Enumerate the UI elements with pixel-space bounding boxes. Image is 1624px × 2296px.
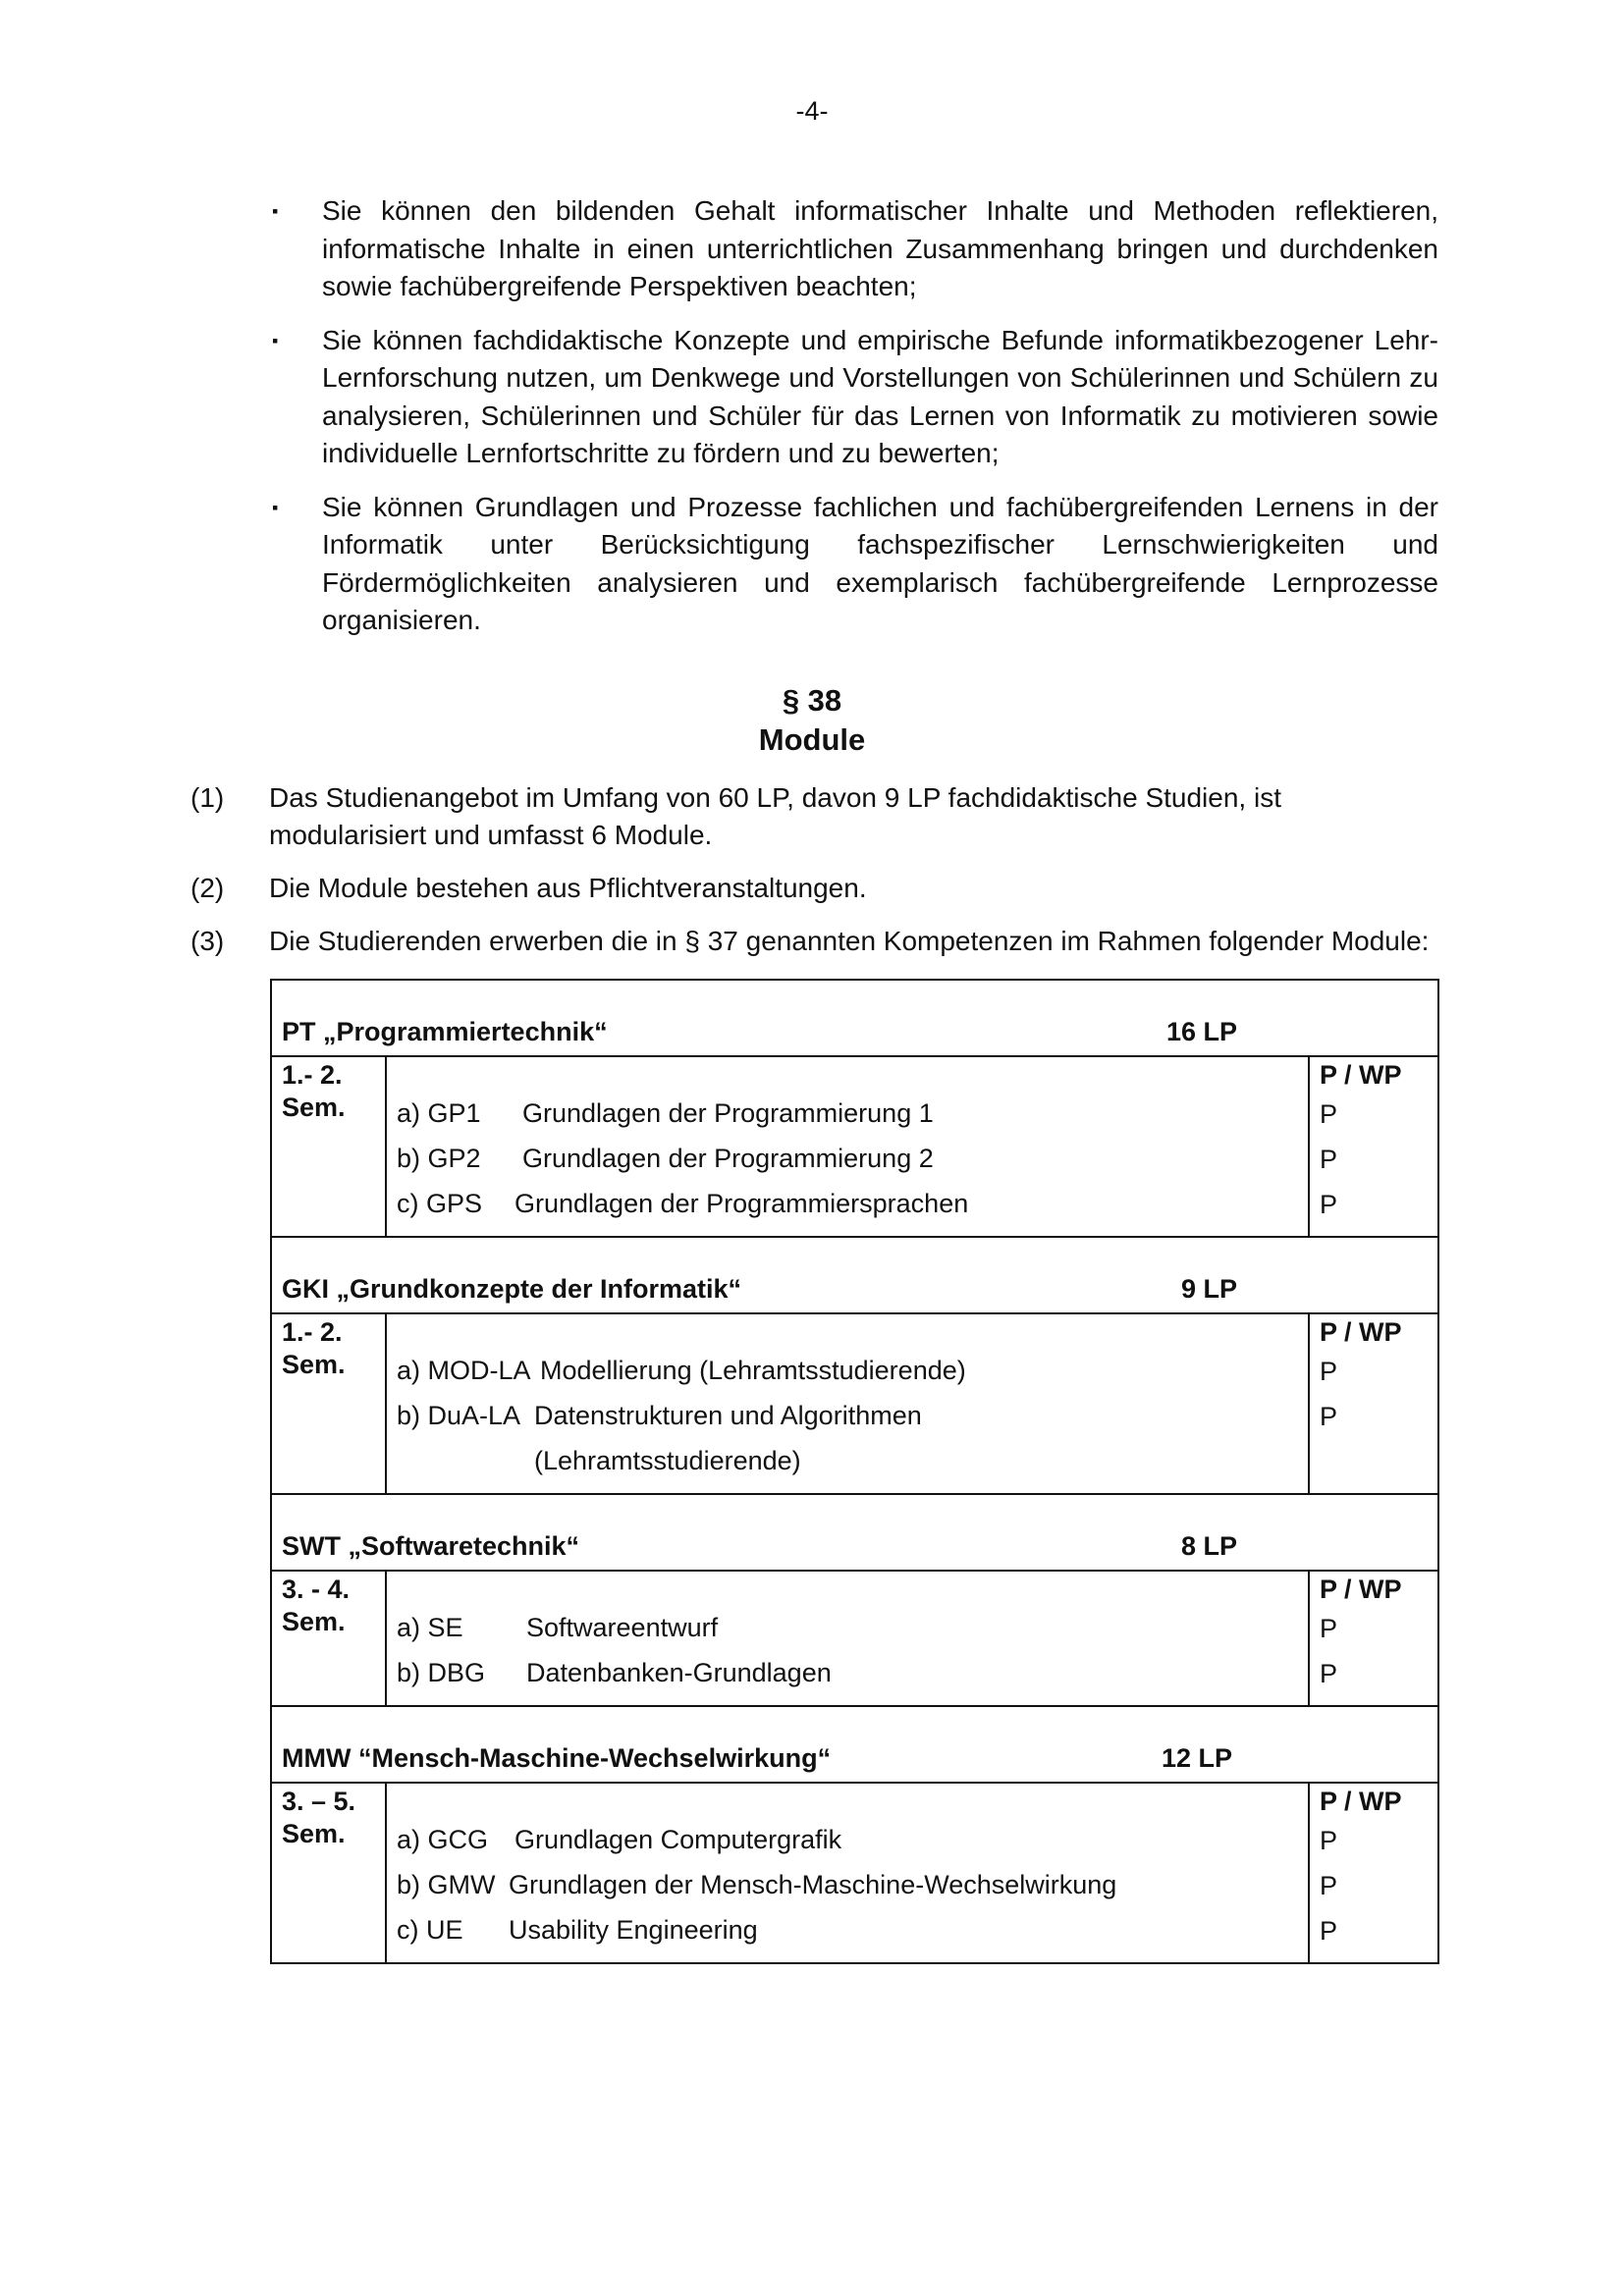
course-title: Usability Engineering <box>509 1915 758 1945</box>
bullet-square-icon: ▪ <box>272 330 279 350</box>
course-code: a) GP1 <box>397 1098 481 1128</box>
semester-label: Sem. <box>282 1819 346 1848</box>
module-name: PT „Programmiertechnik“ <box>282 1017 608 1046</box>
module-name: MMW “Mensch-Maschine-Wechselwirkung“ <box>282 1743 832 1773</box>
pwp-value: P <box>1320 1190 1338 1219</box>
pwp-cell <box>1310 1057 1437 1236</box>
paragraph-text: Die Studierenden erwerben die in § 37 genannten Kompetenzen im Rahmen folgender Module: <box>269 926 1430 956</box>
course-title: Grundlagen der Programmiersprachen <box>514 1189 969 1218</box>
course-code: a) MOD-LA <box>397 1356 531 1385</box>
paragraph-number: (1) <box>190 782 225 813</box>
module-name: GKI „Grundkonzepte der Informatik“ <box>282 1274 742 1304</box>
paragraph <box>190 870 1437 907</box>
course-row <box>387 1907 1308 1952</box>
pwp-value <box>1320 1439 1437 1484</box>
course-code: c) GPS <box>397 1189 483 1218</box>
course-title: Modellierung (Lehramtsstudierende) <box>540 1356 966 1385</box>
course-row <box>387 1136 1308 1181</box>
course-title: Datenbanken-Grundlagen <box>526 1658 832 1687</box>
semester-label: Sem. <box>282 1607 346 1636</box>
competence-bullet-list <box>270 192 1438 656</box>
course-title: Grundlagen der Programmierung 2 <box>522 1144 934 1173</box>
module-credits: 8 LP <box>1181 1531 1238 1561</box>
bullet-text: Sie können fachdidaktische Konzepte und empirische Befunde informatikbezogener Lehr-Lernforschung nutzen, um Denkwege und Vorstellungen von Schülerinnen und Schülern zu analysieren, Schülerinnen und Schüler für das Lernen von Informatik zu motivieren sowie individuelle Lernfortschritte zu fördern und zu bewerten; <box>322 324 1438 468</box>
course-list <box>387 1572 1310 1705</box>
course-code: a) GCG <box>397 1825 489 1854</box>
course-list <box>387 1057 1310 1236</box>
pwp-value: P <box>1320 1099 1338 1129</box>
course-row <box>387 1348 1308 1393</box>
bullet-item <box>270 489 1438 640</box>
section-title: Module <box>758 722 866 757</box>
pwp-value: P <box>1320 1826 1338 1855</box>
course-code: b) DuA-LA <box>397 1401 521 1430</box>
pwp-value: P <box>1320 1357 1338 1386</box>
course-row <box>387 1817 1308 1862</box>
section-paragraphs <box>190 779 1437 976</box>
course-list <box>387 1784 1310 1962</box>
paragraph-number: (3) <box>190 926 225 956</box>
module-body-swt <box>272 1572 1437 1707</box>
course-title: (Lehramtsstudierende) <box>534 1446 801 1475</box>
course-row <box>387 1181 1308 1226</box>
course-row <box>387 1605 1308 1650</box>
course-title: Softwareentwurf <box>526 1613 719 1642</box>
module-body-mmw <box>272 1784 1437 1962</box>
course-code: c) UE <box>397 1915 463 1945</box>
module-body-gki <box>272 1314 1437 1495</box>
course-title: Datenstrukturen und Algorithmen <box>534 1401 922 1430</box>
pwp-value: P <box>1320 1402 1338 1431</box>
module-header-swt <box>272 1495 1437 1572</box>
course-row <box>387 1650 1308 1695</box>
module-name: SWT „Softwaretechnik“ <box>282 1531 580 1561</box>
pwp-header: P / WP <box>1320 1787 1402 1816</box>
course-list <box>387 1314 1310 1493</box>
bullet-text: Sie können Grundlagen und Prozesse fachlichen und fachübergreifenden Lernens in der Informatik unter Berücksichtigung fachspezifischer Lernschwierigkeiten und Fördermöglichkeiten analysieren und exemplarisch fachübergreifende Lernprozesse organisieren. <box>322 491 1438 635</box>
paragraph <box>190 779 1437 854</box>
paragraph-text: Das Studienangebot im Umfang von 60 LP, davon 9 LP fachdidaktische Studien, ist modularisiert und umfasst 6 Module. <box>269 782 1281 850</box>
pwp-header: P / WP <box>1320 1317 1402 1347</box>
module-credits: 9 LP <box>1181 1274 1238 1304</box>
module-body-pt <box>272 1057 1437 1238</box>
pwp-cell <box>1310 1784 1437 1962</box>
pwp-header: P / WP <box>1320 1575 1402 1604</box>
semester-range: 1.- 2. <box>282 1060 343 1090</box>
semester-range: 3. - 4. <box>282 1575 351 1604</box>
course-title: Grundlagen der Programmierung 1 <box>522 1098 934 1128</box>
semester-cell <box>272 1784 387 1962</box>
paragraph-text: Die Module bestehen aus Pflichtveranstaltungen. <box>269 873 867 903</box>
paragraph-number: (2) <box>190 873 225 903</box>
pwp-header: P / WP <box>1320 1060 1402 1090</box>
course-title: Grundlagen der Mensch-Maschine-Wechselwirkung <box>509 1870 1117 1899</box>
page-number: -4- <box>795 96 829 126</box>
pwp-value: P <box>1320 1659 1338 1688</box>
bullet-item <box>270 192 1438 306</box>
semester-cell <box>272 1572 387 1705</box>
semester-label: Sem. <box>282 1350 346 1379</box>
course-row <box>387 1862 1308 1907</box>
pwp-value: P <box>1320 1871 1338 1900</box>
module-credits: 12 LP <box>1162 1743 1233 1773</box>
course-title: Grundlagen Computergrafik <box>514 1825 842 1854</box>
course-row <box>387 1091 1308 1136</box>
module-header-mmw <box>272 1707 1437 1784</box>
course-code: b) GMW <box>397 1870 496 1899</box>
course-code: b) DBG <box>397 1658 486 1687</box>
section-number: § 38 <box>782 683 842 718</box>
module-table <box>270 979 1439 1964</box>
module-credits: 16 LP <box>1166 1017 1238 1046</box>
course-row-continuation <box>387 1438 1308 1483</box>
semester-cell <box>272 1314 387 1493</box>
paragraph <box>190 923 1437 960</box>
bullet-item <box>270 322 1438 473</box>
bullet-square-icon: ▪ <box>272 201 279 221</box>
pwp-value: P <box>1320 1614 1338 1643</box>
pwp-value: P <box>1320 1145 1338 1174</box>
course-code: a) SE <box>397 1613 463 1642</box>
module-header-pt <box>272 981 1437 1057</box>
semester-range: 3. – 5. <box>282 1787 356 1816</box>
semester-cell <box>272 1057 387 1236</box>
module-header-gki <box>272 1238 1437 1314</box>
bullet-square-icon: ▪ <box>272 497 279 517</box>
pwp-cell <box>1310 1314 1437 1493</box>
course-code: b) GP2 <box>397 1144 481 1173</box>
course-row <box>387 1393 1308 1438</box>
pwp-value: P <box>1320 1916 1338 1946</box>
pwp-cell <box>1310 1572 1437 1705</box>
semester-label: Sem. <box>282 1093 346 1122</box>
semester-range: 1.- 2. <box>282 1317 343 1347</box>
bullet-text: Sie können den bildenden Gehalt informatischer Inhalte und Methoden reflektieren, informatische Inhalte in einen unterrichtlichen Zusammenhang bringen und durchdenken sowie fachübergreifende Perspektiven beachten; <box>322 195 1438 301</box>
